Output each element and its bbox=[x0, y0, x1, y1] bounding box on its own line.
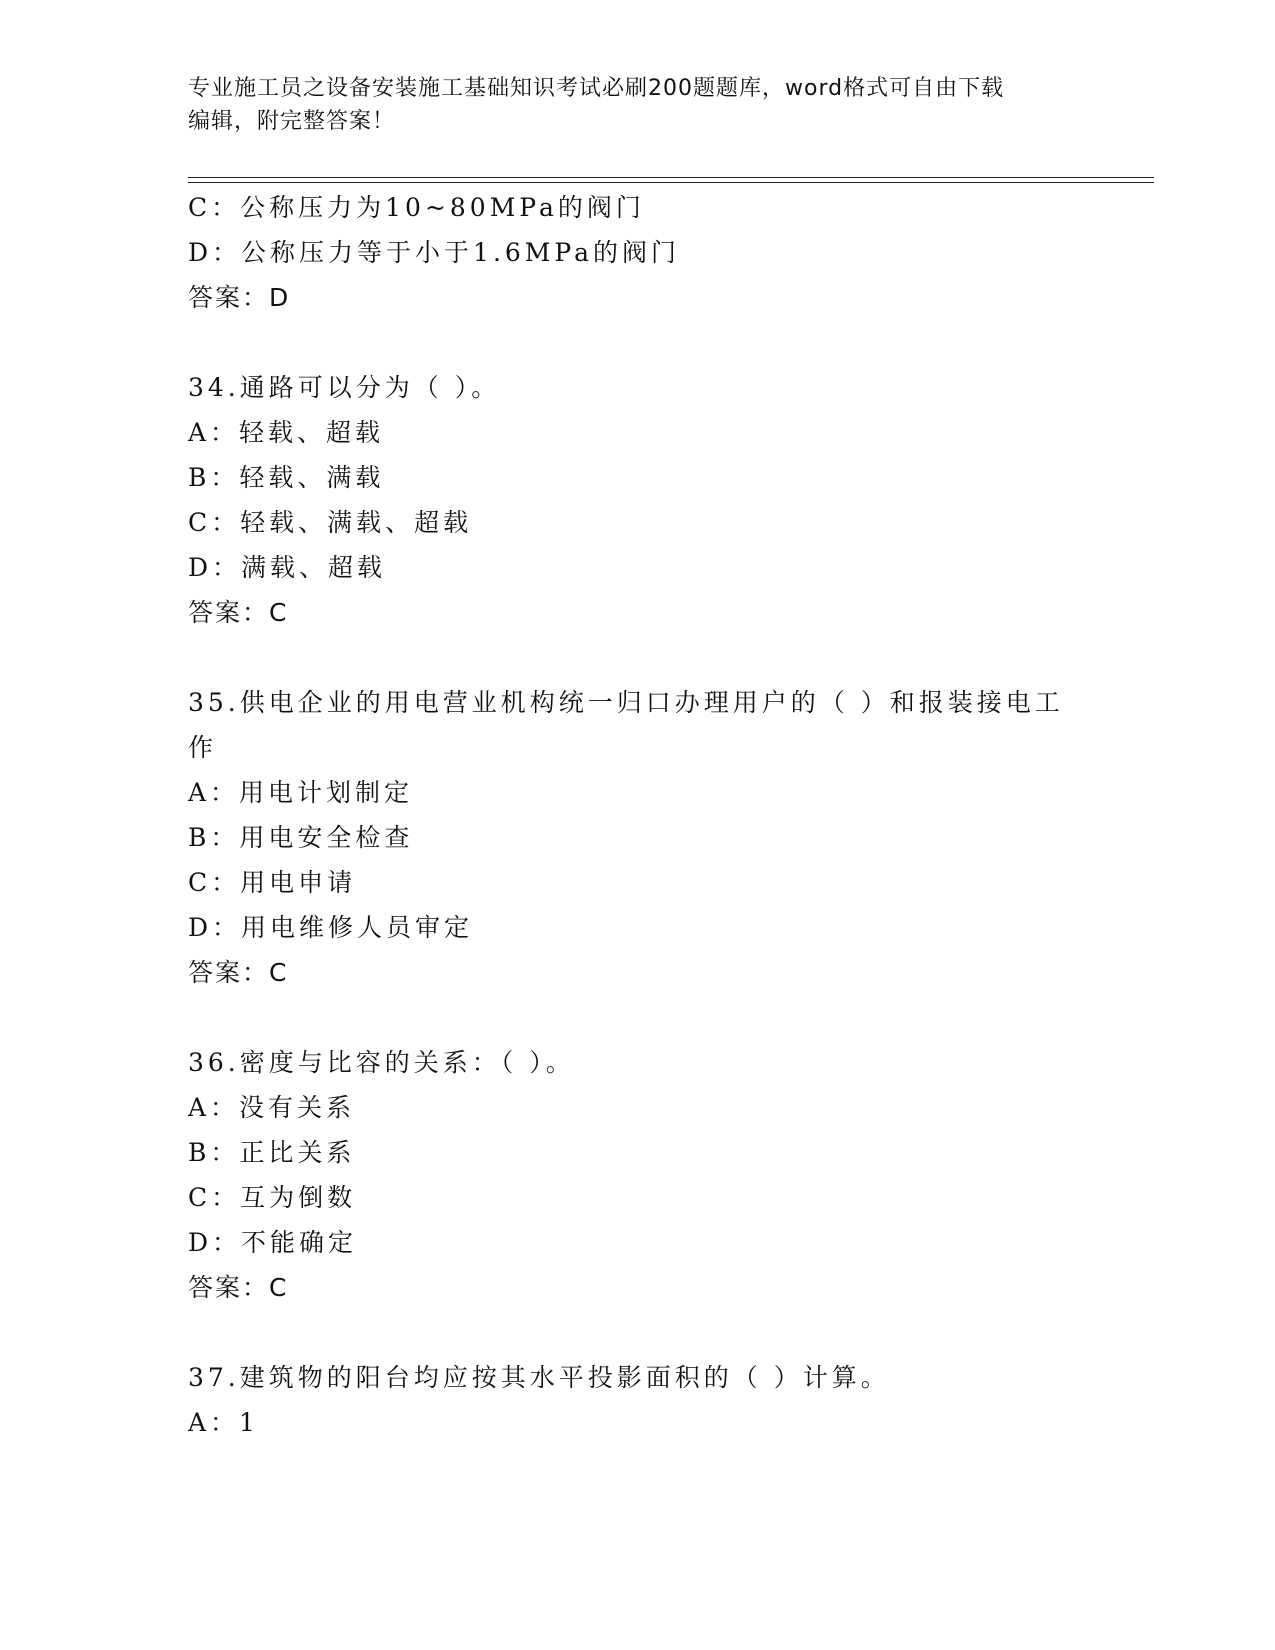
q35-question-line-1: 35.供电企业的用电营业机构统一归口办理用户的（ ）和报装接电工 bbox=[188, 688, 1064, 717]
q34-option-a: A：轻载、超载 bbox=[188, 418, 385, 447]
header-line-2: 编辑，附完整答案！ bbox=[188, 109, 396, 134]
q36-option-c: C：互为倒数 bbox=[188, 1183, 357, 1212]
q33-answer: 答案：D bbox=[188, 283, 291, 312]
q36-answer: 答案：C bbox=[188, 1273, 289, 1302]
q34-option-b: B：轻载、满载 bbox=[188, 463, 385, 492]
header-line-1: 专业施工员之设备安装施工基础知识考试必刷200题题库，word格式可自由下载 bbox=[188, 76, 1005, 101]
q34-question: 34.通路可以分为（ ）。 bbox=[188, 373, 501, 402]
q35-option-c: C：用电申请 bbox=[188, 868, 357, 897]
q33-option-c: C：公称压力为10~80MPa的阀门 bbox=[188, 193, 645, 222]
document-header bbox=[188, 72, 1088, 138]
header-divider-bottom bbox=[188, 182, 1154, 183]
q35-option-d: D：用电维修人员审定 bbox=[188, 913, 474, 942]
q35-option-a: A：用电计划制定 bbox=[188, 778, 414, 807]
q35-option-b: B：用电安全检查 bbox=[188, 823, 414, 852]
q35-answer: 答案：C bbox=[188, 958, 289, 987]
q34-option-d: D：满载、超载 bbox=[188, 553, 387, 582]
q36-option-b: B：正比关系 bbox=[188, 1138, 356, 1167]
header-divider-top bbox=[188, 177, 1154, 178]
q35-question-line-2: 作 bbox=[188, 733, 218, 762]
q37-question: 37.建筑物的阳台均应按其水平投影面积的（ ）计算。 bbox=[188, 1363, 890, 1392]
q36-question: 36.密度与比容的关系：（ ）。 bbox=[188, 1048, 575, 1077]
q36-option-a: A：没有关系 bbox=[188, 1093, 356, 1122]
q36-option-d: D：不能确定 bbox=[188, 1228, 358, 1257]
q33-option-d: D：公称压力等于小于1.6MPa的阀门 bbox=[188, 238, 681, 267]
q34-option-c: C：轻载、满载、超载 bbox=[188, 508, 473, 537]
q37-option-a: A：1 bbox=[188, 1408, 259, 1437]
q34-answer: 答案：C bbox=[188, 598, 289, 627]
